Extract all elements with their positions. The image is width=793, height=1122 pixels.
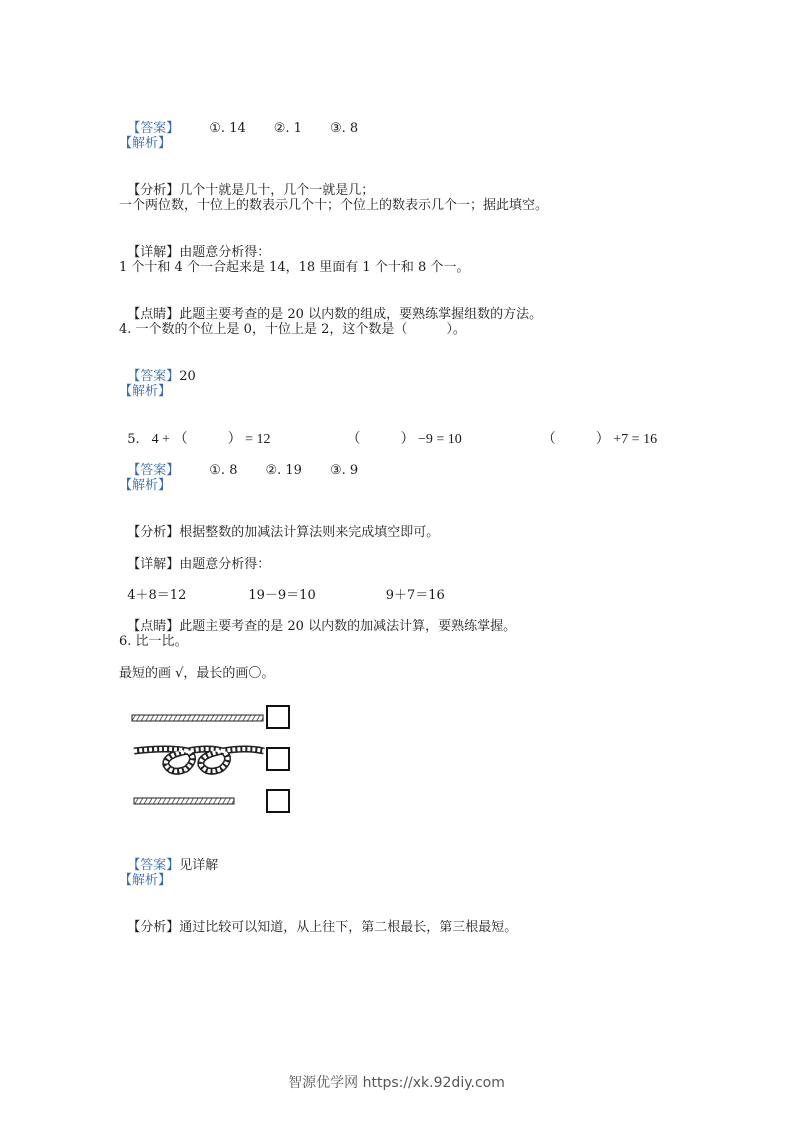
fenxi-line — [119, 509, 439, 541]
answer-line-5 — [119, 447, 358, 479]
fenxi-tag: 【分析】 — [127, 920, 180, 935]
fenxi-tag: 【分析】 — [127, 183, 180, 198]
answer-item: ②. 1 — [273, 121, 302, 136]
answer-box-2[interactable] — [266, 747, 290, 771]
fenxi-tag: 【分析】 — [127, 525, 180, 540]
answer-tag: 【答案】 — [127, 858, 180, 873]
answer-item: ①. 14 — [209, 121, 246, 136]
answer-item: ②. 19 — [265, 463, 302, 478]
analysis-tag: 【解析】 — [119, 478, 172, 493]
equation-3-right: ） +7 = 16 — [595, 432, 658, 447]
answer-item: ①. 8 — [209, 463, 238, 478]
detail-line — [119, 541, 270, 573]
detail-tag: 【详解】 — [127, 245, 180, 260]
answer-tag: 【答案】 — [127, 369, 180, 384]
footer-watermark: 智源优学网 https://xk.92diy.com — [288, 1075, 505, 1091]
comment-tag: 【点睛】 — [127, 619, 180, 634]
analysis-tag: 【解析】 — [119, 873, 172, 888]
answer-box-3[interactable] — [266, 789, 290, 813]
equation-2-left: （ — [346, 432, 361, 447]
comment-text: 此题主要考查的是 20 以内数的加减法计算，要熟练掌握。 — [179, 619, 517, 634]
analysis-tag: 【解析】 — [119, 136, 172, 151]
detail-tag: 【详解】 — [127, 557, 180, 572]
result-1: 4＋8＝12 — [127, 588, 187, 603]
question-6: 6. 比一比。 — [119, 634, 188, 649]
comment-text: 此题主要考查的是 20 以内数的组成，要熟练掌握组数的方法。 — [179, 307, 543, 322]
comment-tag: 【点睛】 — [127, 307, 180, 322]
fenxi-text: 几个十就是几十，几个一就是几； — [179, 183, 375, 198]
result-3: 9＋7＝16 — [385, 588, 445, 603]
detail-line — [119, 229, 270, 261]
analysis-tag: 【解析】 — [119, 384, 172, 399]
detail-text: 由题意分析得： — [179, 245, 271, 260]
rope-2 — [134, 749, 264, 771]
equation-2-right: ） −9 = 10 — [400, 432, 462, 447]
answer-line-6 — [119, 842, 218, 874]
equation-1-left: 4 + （ — [151, 432, 188, 447]
equation-3-left: （ — [541, 432, 556, 447]
equation-1-right: ） = 12 — [227, 432, 271, 447]
answer-tag: 【答案】 — [127, 463, 180, 478]
answer-box-1[interactable] — [266, 705, 290, 729]
result-2: 19－9＝10 — [248, 588, 316, 603]
answer-value: 见详解 — [179, 858, 219, 873]
fenxi-line — [119, 904, 517, 936]
answer-value: 20 — [179, 369, 196, 384]
comment-line — [119, 291, 542, 323]
answer-line-1 — [119, 105, 358, 137]
detail-text: 由题意分析得： — [179, 557, 271, 572]
rope-3 — [134, 798, 234, 804]
question-6-instruction: 最短的画 √，最长的画〇。 — [119, 666, 275, 681]
fenxi-line — [119, 167, 374, 199]
fenxi-continuation: 一个两位数，十位上的数表示几个十；个位上的数表示几个一；据此填空。 — [119, 198, 549, 213]
fenxi-text: 根据整数的加减法计算法则来完成填空即可。 — [179, 525, 440, 540]
answer-item: ③. 8 — [329, 121, 359, 136]
question-number: 5. — [127, 432, 140, 447]
answer-line-4 — [119, 353, 196, 385]
results-line — [119, 572, 445, 604]
rope-figure — [128, 703, 298, 821]
question-5 — [119, 416, 657, 448]
detail-continuation: 1 个十和 4 个一合起来是 14，18 里面有 1 个十和 8 个一。 — [119, 260, 470, 275]
rope-1 — [132, 715, 263, 721]
fenxi-text: 通过比较可以知道，从上往下，第二根最长，第三根最短。 — [179, 920, 518, 935]
question-4: 4. 一个数的个位上是 0，十位上是 2，这个数是（ ）。 — [119, 322, 466, 337]
comment-line — [119, 603, 516, 635]
answer-item: ③. 9 — [329, 463, 359, 478]
answer-tag: 【答案】 — [127, 121, 180, 136]
